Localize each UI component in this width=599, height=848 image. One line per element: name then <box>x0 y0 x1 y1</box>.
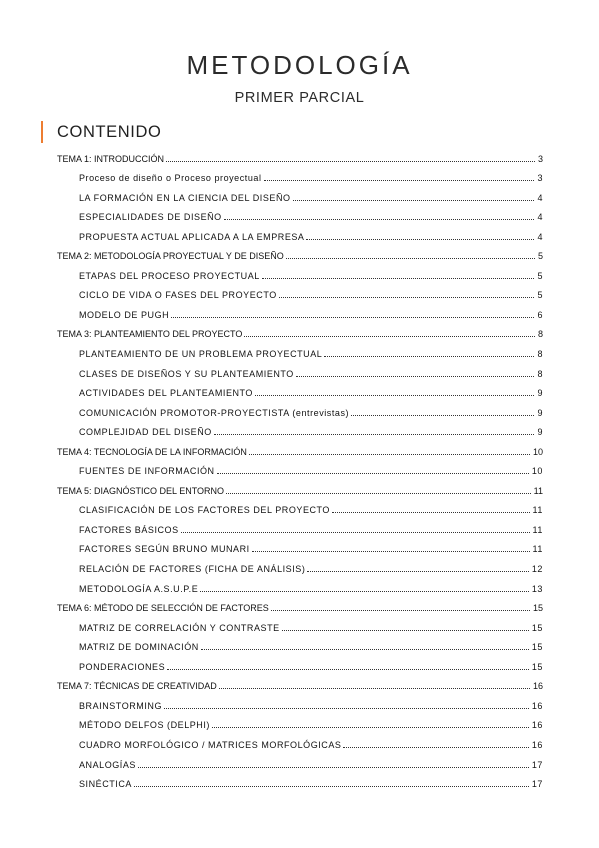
toc-entry-page-number: 15 <box>532 603 543 614</box>
toc-chapter-entry[interactable] <box>57 438 543 458</box>
toc-section-entry[interactable] <box>57 575 543 595</box>
dot-leader <box>214 434 535 435</box>
dot-leader <box>167 669 529 670</box>
toc-entry-label: TEMA 5: DIAGNÓSTICO DEL ENTORNO <box>57 485 225 496</box>
dot-leader <box>224 219 535 220</box>
toc-entry-label: MATRIZ DE DOMINACIÓN <box>79 642 199 653</box>
toc-section-entry[interactable] <box>57 634 543 654</box>
toc-entry-page-number: 16 <box>531 720 543 731</box>
toc-entry-page-number: 9 <box>537 427 543 438</box>
toc-section-entry[interactable] <box>57 262 543 282</box>
dot-leader <box>293 200 535 201</box>
toc-entry-label: MODELO DE PUGH <box>79 309 170 320</box>
toc-section-entry[interactable] <box>57 771 543 791</box>
toc-entry-page-number: 13 <box>531 583 543 594</box>
toc-entry-page-number: 11 <box>532 544 543 555</box>
accent-bar <box>41 121 43 143</box>
toc-section-entry[interactable] <box>57 614 543 634</box>
toc-section-entry[interactable] <box>57 360 543 380</box>
toc-entry-page-number: 8 <box>537 368 543 379</box>
dot-leader <box>200 591 529 592</box>
toc-chapter-entry[interactable] <box>57 321 543 341</box>
dot-leader <box>164 708 529 709</box>
toc-entry-page-number: 3 <box>537 173 543 184</box>
toc-entry-page-number: 10 <box>531 466 543 477</box>
toc-entry-label: FACTORES SEGÚN BRUNO MUNARI <box>79 544 250 555</box>
toc-entry-label: FACTORES BÁSICOS <box>79 524 179 535</box>
toc-entry-page-number: 10 <box>532 446 543 457</box>
dot-leader <box>249 454 530 455</box>
dot-leader <box>201 649 529 650</box>
toc-heading-block <box>41 121 161 143</box>
toc-entry-label: MÉTODO DELFOS (DELPHI) <box>79 720 210 731</box>
toc-section-entry[interactable] <box>57 751 543 771</box>
dot-leader <box>255 395 534 396</box>
dot-leader <box>296 376 535 377</box>
dot-leader <box>166 161 535 162</box>
toc-entry-label: SINÉCTICA <box>79 779 132 790</box>
toc-entry-page-number: 15 <box>531 642 543 653</box>
dot-leader <box>138 767 529 768</box>
toc-entry-label: CLASES DE DISEÑOS Y SU PLANTEAMIENTO <box>79 368 294 379</box>
toc-entry-page-number: 5 <box>537 251 543 262</box>
toc-entry-label: CLASIFICACIÓN DE LOS FACTORES DEL PROYECTO <box>79 505 330 516</box>
dot-leader <box>181 532 530 533</box>
toc-entry-page-number: 16 <box>532 681 543 692</box>
toc-entry-label: COMPLEJIDAD DEL DISEÑO <box>79 427 212 438</box>
dot-leader <box>307 571 528 572</box>
toc-entry-page-number: 16 <box>531 739 543 750</box>
toc-section-entry[interactable] <box>57 692 543 712</box>
toc-entry-page-number: 8 <box>537 329 543 340</box>
toc-section-entry[interactable] <box>57 165 543 185</box>
toc-entry-page-number: 3 <box>537 153 543 164</box>
document-title: METODOLOGÍA <box>186 50 413 80</box>
toc-chapter-entry[interactable] <box>57 145 543 165</box>
table-of-contents <box>57 145 543 790</box>
toc-chapter-entry[interactable] <box>57 243 543 263</box>
toc-section-entry[interactable] <box>57 536 543 556</box>
toc-entry-label: ACTIVIDADES DEL PLANTEAMIENTO <box>79 388 253 399</box>
toc-entry-label: TEMA 2: METODOLOGÍA PROYECTUAL Y DE DISEÑO <box>57 251 284 262</box>
toc-chapter-entry[interactable] <box>57 673 543 693</box>
toc-section-entry[interactable] <box>57 282 543 302</box>
toc-section-entry[interactable] <box>57 301 543 321</box>
toc-entry-page-number: 8 <box>537 349 543 360</box>
dot-leader <box>134 786 529 787</box>
toc-entry-page-number: 17 <box>531 759 543 770</box>
toc-entry-label: ANALOGÍAS <box>79 759 136 770</box>
dot-leader <box>332 512 530 513</box>
toc-section-entry[interactable] <box>57 340 543 360</box>
toc-entry-label: RELACIÓN DE FACTORES (FICHA DE ANÁLISIS) <box>79 564 306 575</box>
toc-chapter-entry[interactable] <box>57 477 543 497</box>
toc-entry-label: PLANTEAMIENTO DE UN PROBLEMA PROYECTUAL <box>79 349 323 360</box>
toc-entry-label: TEMA 7: TÉCNICAS DE CREATIVIDAD <box>57 681 217 692</box>
toc-entry-label: MATRIZ DE CORRELACIÓN Y CONTRASTE <box>79 622 280 633</box>
dot-leader <box>282 630 529 631</box>
toc-entry-label: PONDERACIONES <box>79 661 166 672</box>
dot-leader <box>343 747 528 748</box>
toc-entry-page-number: 9 <box>537 388 543 399</box>
toc-chapter-entry[interactable] <box>57 595 543 615</box>
toc-entry-label: Proceso de diseño o Proceso proyectual <box>79 173 262 184</box>
toc-section-entry[interactable] <box>57 419 543 439</box>
toc-entry-page-number: 4 <box>537 192 543 203</box>
toc-entry-label: METODOLOGÍA A.S.U.P.E <box>79 583 199 594</box>
toc-section-entry[interactable] <box>57 555 543 575</box>
toc-entry-page-number: 11 <box>533 485 543 496</box>
dot-leader <box>226 493 531 494</box>
toc-entry-page-number: 4 <box>537 212 543 223</box>
toc-entry-label: ESPECIALIDADES DE DISEÑO <box>79 212 222 223</box>
dot-leader <box>306 239 534 240</box>
toc-section-entry[interactable] <box>57 516 543 536</box>
dot-leader <box>286 258 535 259</box>
toc-entry-label: PROPUESTA ACTUAL APLICADA A LA EMPRESA <box>79 231 305 242</box>
toc-entry-page-number: 12 <box>531 564 543 575</box>
dot-leader <box>324 356 534 357</box>
dot-leader <box>271 610 530 611</box>
toc-entry-label: LA FORMACIÓN EN LA CIENCIA DEL DISEÑO <box>79 192 291 203</box>
dot-leader <box>279 297 535 298</box>
toc-section-entry[interactable] <box>57 653 543 673</box>
toc-entry-label: CICLO DE VIDA O FASES DEL PROYECTO <box>79 290 277 301</box>
toc-entry-page-number: 15 <box>531 622 543 633</box>
toc-section-entry[interactable] <box>57 731 543 751</box>
toc-entry-page-number: 15 <box>531 661 543 672</box>
toc-section-entry[interactable] <box>57 458 543 478</box>
toc-section-entry[interactable] <box>57 380 543 400</box>
dot-leader <box>264 180 535 181</box>
toc-entry-page-number: 11 <box>532 524 543 535</box>
toc-section-entry[interactable] <box>57 223 543 243</box>
toc-entry-page-number: 5 <box>537 270 543 281</box>
toc-entry-label: FUENTES DE INFORMACIÓN <box>79 466 215 477</box>
toc-section-entry[interactable] <box>57 497 543 517</box>
dot-leader <box>212 727 529 728</box>
dot-leader <box>171 317 534 318</box>
toc-section-entry[interactable] <box>57 399 543 419</box>
dot-leader <box>217 473 529 474</box>
toc-entry-label: TEMA 6: MÉTODO DE SELECCIÓN DE FACTORES <box>57 603 269 614</box>
toc-entry-page-number: 11 <box>532 505 543 516</box>
dot-leader <box>262 278 535 279</box>
toc-section-entry[interactable] <box>57 712 543 732</box>
toc-entry-page-number: 5 <box>537 290 543 301</box>
toc-entry-page-number: 6 <box>537 309 543 320</box>
toc-entry-label: ETAPAS DEL PROCESO PROYECTUAL <box>79 270 260 281</box>
toc-entry-page-number: 16 <box>531 700 543 711</box>
dot-leader <box>351 415 534 416</box>
toc-entry-label: CUADRO MORFOLÓGICO / MATRICES MORFOLÓGICAS <box>79 739 342 750</box>
toc-entry-page-number: 4 <box>537 231 543 242</box>
toc-entry-label: TEMA 1: INTRODUCCIÓN <box>57 153 165 164</box>
dot-leader <box>219 688 530 689</box>
toc-entry-page-number: 9 <box>537 407 543 418</box>
dot-leader <box>244 336 535 337</box>
toc-section-entry[interactable] <box>57 204 543 224</box>
document-subtitle: PRIMER PARCIAL <box>234 90 365 106</box>
toc-entry-page-number: 17 <box>531 779 543 790</box>
toc-section-entry[interactable] <box>57 184 543 204</box>
toc-entry-label: BRAINSTORMING <box>79 700 162 711</box>
toc-entry-label: TEMA 4: TECNOLOGÍA DE LA INFORMACIÓN <box>57 446 247 457</box>
toc-entry-label: COMUNICACIÓN PROMOTOR-PROYECTISTA (entrevistas) <box>79 407 350 418</box>
dot-leader <box>252 551 530 552</box>
toc-entry-label: TEMA 3: PLANTEAMIENTO DEL PROYECTO <box>57 329 243 340</box>
toc-heading: CONTENIDO <box>57 122 162 141</box>
